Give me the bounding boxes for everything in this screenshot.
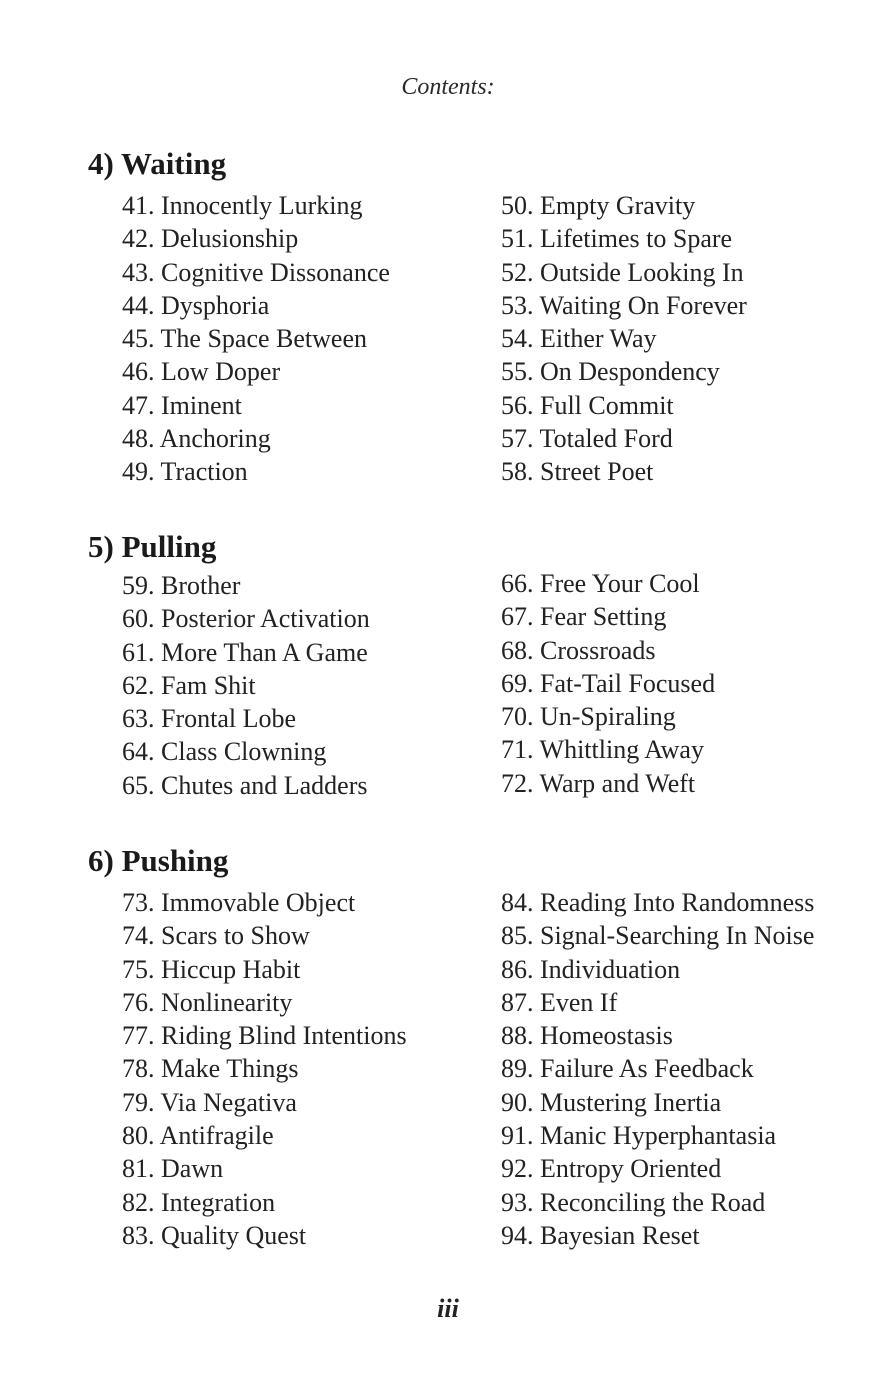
toc-entry: 74. Scars to Show — [122, 921, 310, 951]
toc-entry: 93. Reconciling the Road — [501, 1187, 766, 1217]
toc-entry: 82. Integration — [122, 1187, 276, 1217]
toc-entry: 51. Lifetimes to Spare — [501, 224, 733, 254]
toc-entry: 47. Iminent — [122, 390, 242, 420]
toc-entry: 81. Dawn — [122, 1154, 224, 1184]
toc-entry: 58. Street Poet — [501, 457, 654, 487]
toc-entry: 59. Brother — [122, 571, 241, 600]
toc-entry: 88. Homeostasis — [501, 1021, 673, 1051]
toc-entry: 84. Reading Into Randomness — [501, 888, 815, 917]
toc-entry: 90. Mustering Inertia — [501, 1087, 722, 1117]
toc-entry: 57. Totaled Ford — [501, 424, 673, 454]
toc-entry: 52. Outside Looking In — [501, 257, 744, 287]
toc-entry: 41. Innocently Lurking — [122, 191, 363, 220]
section-title: 6) Pushing — [88, 843, 229, 878]
toc-entry: 73. Immovable Object — [122, 888, 356, 917]
toc-column-right — [501, 567, 715, 800]
toc-entry: 54. Either Way — [501, 324, 657, 354]
toc-entry: 61. More Than A Game — [122, 637, 368, 667]
toc-entry: 79. Via Negativa — [122, 1087, 297, 1117]
toc-entry: 75. Hiccup Habit — [122, 954, 301, 984]
toc-entry: 67. Fear Setting — [501, 602, 667, 632]
toc-entry: 62. Fam Shit — [122, 670, 256, 700]
section-title: 4) Waiting — [88, 146, 227, 181]
toc-entry: 94. Bayesian Reset — [501, 1220, 700, 1250]
toc-entry: 69. Fat-Tail Focused — [501, 668, 716, 698]
toc-entry: 60. Posterior Activation — [122, 604, 370, 634]
toc-entry: 56. Full Commit — [501, 390, 674, 420]
toc-entry: 77. Riding Blind Intentions — [122, 1021, 407, 1051]
section-title: 5) Pulling — [88, 529, 217, 564]
toc-entry: 86. Individuation — [501, 954, 681, 984]
toc-column-left — [122, 569, 370, 802]
toc-column-left — [122, 189, 390, 489]
toc-entry: 46. Low Doper — [122, 357, 281, 387]
toc-entry: 89. Failure As Feedback — [501, 1054, 754, 1084]
toc-entry: 55. On Despondency — [501, 357, 720, 387]
toc-column-right — [501, 886, 814, 1252]
toc-entry: 65. Chutes and Ladders — [122, 770, 368, 800]
toc-entry: 68. Crossroads — [501, 635, 656, 665]
toc-entry: 53. Waiting On Forever — [501, 290, 747, 320]
toc-entry: 91. Manic Hyperphantasia — [501, 1121, 777, 1151]
toc-entry: 80. Antifragile — [122, 1121, 274, 1151]
toc-entry: 43. Cognitive Dissonance — [122, 257, 390, 287]
toc-entry: 50. Empty Gravity — [501, 191, 696, 220]
toc-entry: 87. Even If — [501, 987, 618, 1017]
page-header-contents: Contents: — [401, 74, 495, 100]
toc-entry: 64. Class Clowning — [122, 737, 327, 767]
toc-entry: 92. Entropy Oriented — [501, 1154, 722, 1184]
toc-entry: 48. Anchoring — [122, 424, 271, 454]
toc-entry: 63. Frontal Lobe — [122, 704, 297, 734]
toc-entry: 42. Delusionship — [122, 224, 299, 254]
toc-entry: 71. Whittling Away — [501, 735, 704, 765]
toc-entry: 76. Nonlinearity — [122, 987, 293, 1017]
toc-entry: 70. Un-Spiraling — [501, 702, 676, 732]
toc-entry: 78. Make Things — [122, 1054, 299, 1084]
toc-entry: 45. The Space Between — [122, 324, 367, 354]
toc-entry: 85. Signal-Searching In Noise — [501, 921, 815, 951]
toc-column-left — [122, 886, 407, 1252]
toc-entry: 44. Dysphoria — [122, 290, 270, 320]
toc-entry: 49. Traction — [122, 457, 248, 487]
toc-column-right — [501, 189, 747, 489]
page-number: iii — [437, 1294, 459, 1323]
toc-entry: 66. Free Your Cool — [501, 569, 700, 598]
toc-entry: 72. Warp and Weft — [501, 768, 696, 798]
toc-entry: 83. Quality Quest — [122, 1220, 307, 1250]
